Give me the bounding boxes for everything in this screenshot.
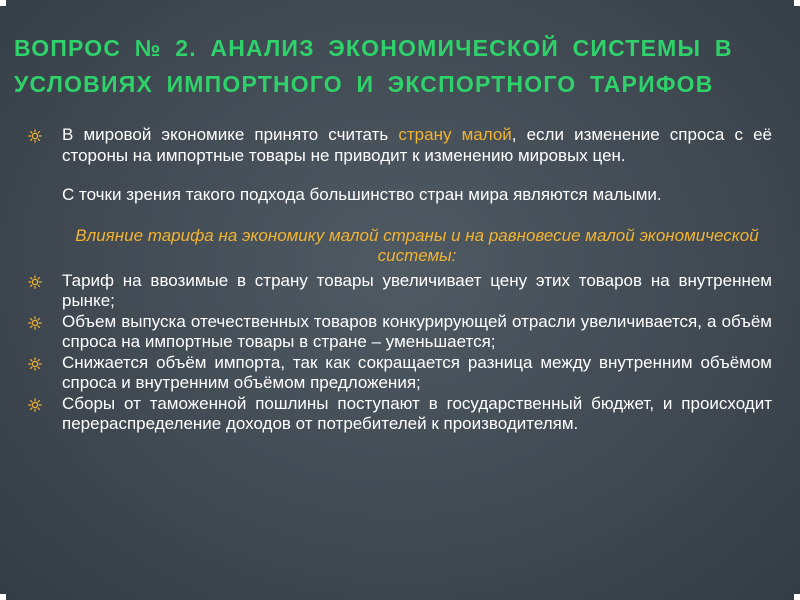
intro-text: В мировой экономике принято считать bbox=[62, 125, 399, 144]
sun-bullet-icon bbox=[28, 316, 42, 330]
bullet-text: Тариф на ввозимые в страну товары увеличивает цену этих товаров на внутреннем рынке; bbox=[62, 270, 772, 310]
slide-corner bbox=[0, 0, 6, 6]
bullet-text: Объем выпуска отечественных товаров конкурирующей отрасли увеличивается, а объём спроса на импортные товары в стране – уменьшается; bbox=[62, 311, 772, 351]
section-subheading: Влияние тарифа на экономику малой страны и на равновесие малой экономической системы: bbox=[75, 225, 759, 265]
slide-title-line: УСЛОВИЯХ ИМПОРТНОГО И ЭКСПОРТНОГО ТАРИФОВ bbox=[14, 71, 714, 97]
slide-body bbox=[22, 125, 772, 435]
sun-bullet-icon bbox=[28, 275, 42, 289]
sun-bullet-icon bbox=[28, 357, 42, 371]
bullet-text: Снижается объём импорта, так как сокращается разница между внутренним объёмом спроса и внутренним объёмом предложения; bbox=[62, 352, 772, 392]
bullet-text: Сборы от таможенной пошлины поступают в государственный бюджет, и происходит перераспределение доходов от потребителей к производителям. bbox=[62, 393, 772, 433]
sun-bullet-icon bbox=[28, 398, 42, 412]
bullet-item bbox=[22, 353, 772, 394]
slide-corner bbox=[794, 594, 800, 600]
bullet-item bbox=[22, 312, 772, 353]
bullet-item bbox=[22, 271, 772, 312]
highlight-term: страну малой bbox=[398, 125, 512, 144]
slide-corner bbox=[794, 0, 800, 6]
slide-title-line: ВОПРОС № 2. АНАЛИЗ ЭКОНОМИЧЕСКОЙ СИСТЕМЫ В bbox=[14, 35, 733, 61]
slide-title bbox=[0, 30, 800, 102]
sun-bullet-icon bbox=[28, 129, 42, 143]
spacer bbox=[22, 206, 772, 226]
bullet-item bbox=[22, 394, 772, 435]
slide-corner bbox=[0, 594, 6, 600]
intro-paragraph bbox=[22, 125, 772, 166]
spacer bbox=[22, 166, 772, 185]
intro-text: , если изменение спроса с её стороны на импортные товары не приводит к изменению мировых цен. bbox=[62, 125, 772, 165]
note-paragraph: С точки зрения такого подхода большинство стран мира являются малыми. bbox=[62, 185, 662, 204]
